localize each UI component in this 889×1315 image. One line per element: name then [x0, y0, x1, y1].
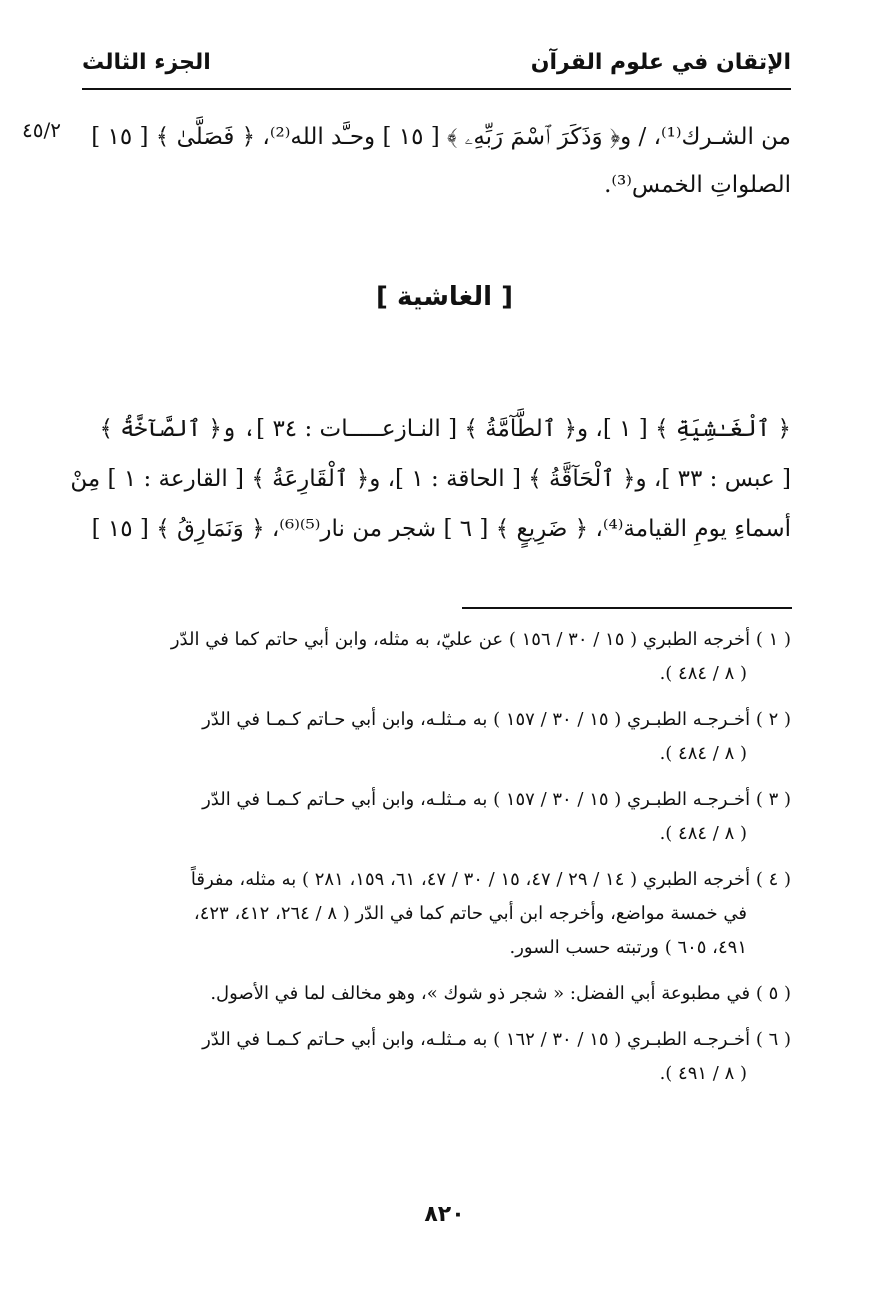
- footnote-divider: [462, 607, 792, 609]
- marginal-page-reference: ٤٥/٢: [22, 118, 61, 142]
- footnote-line: ( ١ ) أخرجه الطبري ( ١٥ / ٣٠ / ١٥٦ ) عن عليّ، به مثله، وابن أبي حاتم كما في الدّر: [170, 629, 791, 650]
- footnote-line: في خمسة مواضع، وأخرجه ابن أبي حاتم كما في الدّر ( ٨ / ٢٦٤، ٤١٢، ٤٢٣،: [193, 903, 747, 924]
- book-title: الإتقان في علوم القرآن: [530, 49, 791, 75]
- footnote-line: ٤٩١، ٦٠٥ ) ورتبته حسب السور.: [509, 937, 747, 958]
- main-paragraph: [70, 404, 791, 554]
- top-paragraph: [82, 113, 791, 209]
- footnote-2: [82, 703, 791, 771]
- footnote-6: [82, 1023, 791, 1091]
- text-line: أسماءِ يومِ القيامة⁽⁴⁾، ﴿ ضَرِيعٍ ﴾ [ ٦ ] شجر من نار⁽⁵⁾⁽⁶⁾، ﴿ وَنَمَارِقُ ﴾ [ ١٥ ]: [91, 516, 791, 542]
- volume-label: الجزء الثالث: [82, 49, 211, 75]
- footnote-line: ( ٨ / ٤٨٤ ).: [659, 663, 747, 684]
- footnote-line: ( ٨ / ٤٨٤ ).: [659, 823, 747, 844]
- footnote-4: [82, 863, 791, 965]
- footnote-line: ( ٢ ) أخـرجـه الطبـري ( ١٥ / ٣٠ / ١٥٧ ) به مـثلـه، وابن أبي حـاتم كـمـا في الدّر: [202, 709, 791, 730]
- footnote-3: [82, 783, 791, 851]
- running-header: [82, 40, 791, 84]
- text-line: الصلواتِ الخمس⁽³⁾.: [604, 172, 791, 198]
- footnote-5: [82, 977, 791, 1011]
- section-title: [ الغاشية ]: [376, 282, 513, 312]
- footnote-line: ( ٨ / ٤٨٤ ).: [659, 743, 747, 764]
- footnote-line: ( ٥ ) في مطبوعة أبي الفضل: « شجر ذو شوك »، وهو مخالف لما في الأصول.: [210, 983, 791, 1004]
- footnote-line: ( ٦ ) أخـرجـه الطبـري ( ١٥ / ٣٠ / ١٦٢ ) به مـثلـه، وابن أبي حـاتم كـمـا في الدّر: [202, 1029, 791, 1050]
- footnotes: [82, 623, 791, 1103]
- footnote-line: ( ٣ ) أخـرجـه الطبـري ( ١٥ / ٣٠ / ١٥٧ ) به مـثلـه، وابن أبي حـاتم كـمـا في الدّر: [202, 789, 791, 810]
- footnote-line: ( ٨ / ٤٩١ ).: [659, 1063, 747, 1084]
- footnote-1: [82, 623, 791, 691]
- footnote-line: ( ٤ ) أخرجه الطبري ( ١٤ / ٢٩ / ٤٧، ١٥ / ٣٠ / ٤٧، ٦١، ١٥٩، ٢٨١ ) به مثله، مفرقاً: [190, 869, 791, 890]
- page-number: ٨٢٠: [424, 1202, 465, 1227]
- text-line: ﴿ ٱلْغَـٰشِيَةِ ﴾ [ ١ ]، و﴿ ٱلطَّآمَّةُ ﴾ [ النـازعـــــات : ٣٤ ]، و﴿ ٱلصَّآخَّةُ ﴾: [99, 416, 791, 442]
- text-line: من الشـرك⁽¹⁾، / و﴿ وَذَكَرَ ٱسْمَ رَبِّهِۦ ﴾ [ ١٥ ] وحـَّد الله⁽²⁾، ﴿ فَصَلَّىٰ ﴾ [ ١٥ ]: [91, 124, 791, 150]
- header-divider: [82, 88, 791, 90]
- text-line: [ عبس : ٣٣ ]، و﴿ ٱلْحَآقَّةُ ﴾ [ الحاقة : ١ ]، و﴿ ٱلْقَارِعَةُ ﴾ [ القارعة : ١ ] مِنْ: [70, 466, 791, 492]
